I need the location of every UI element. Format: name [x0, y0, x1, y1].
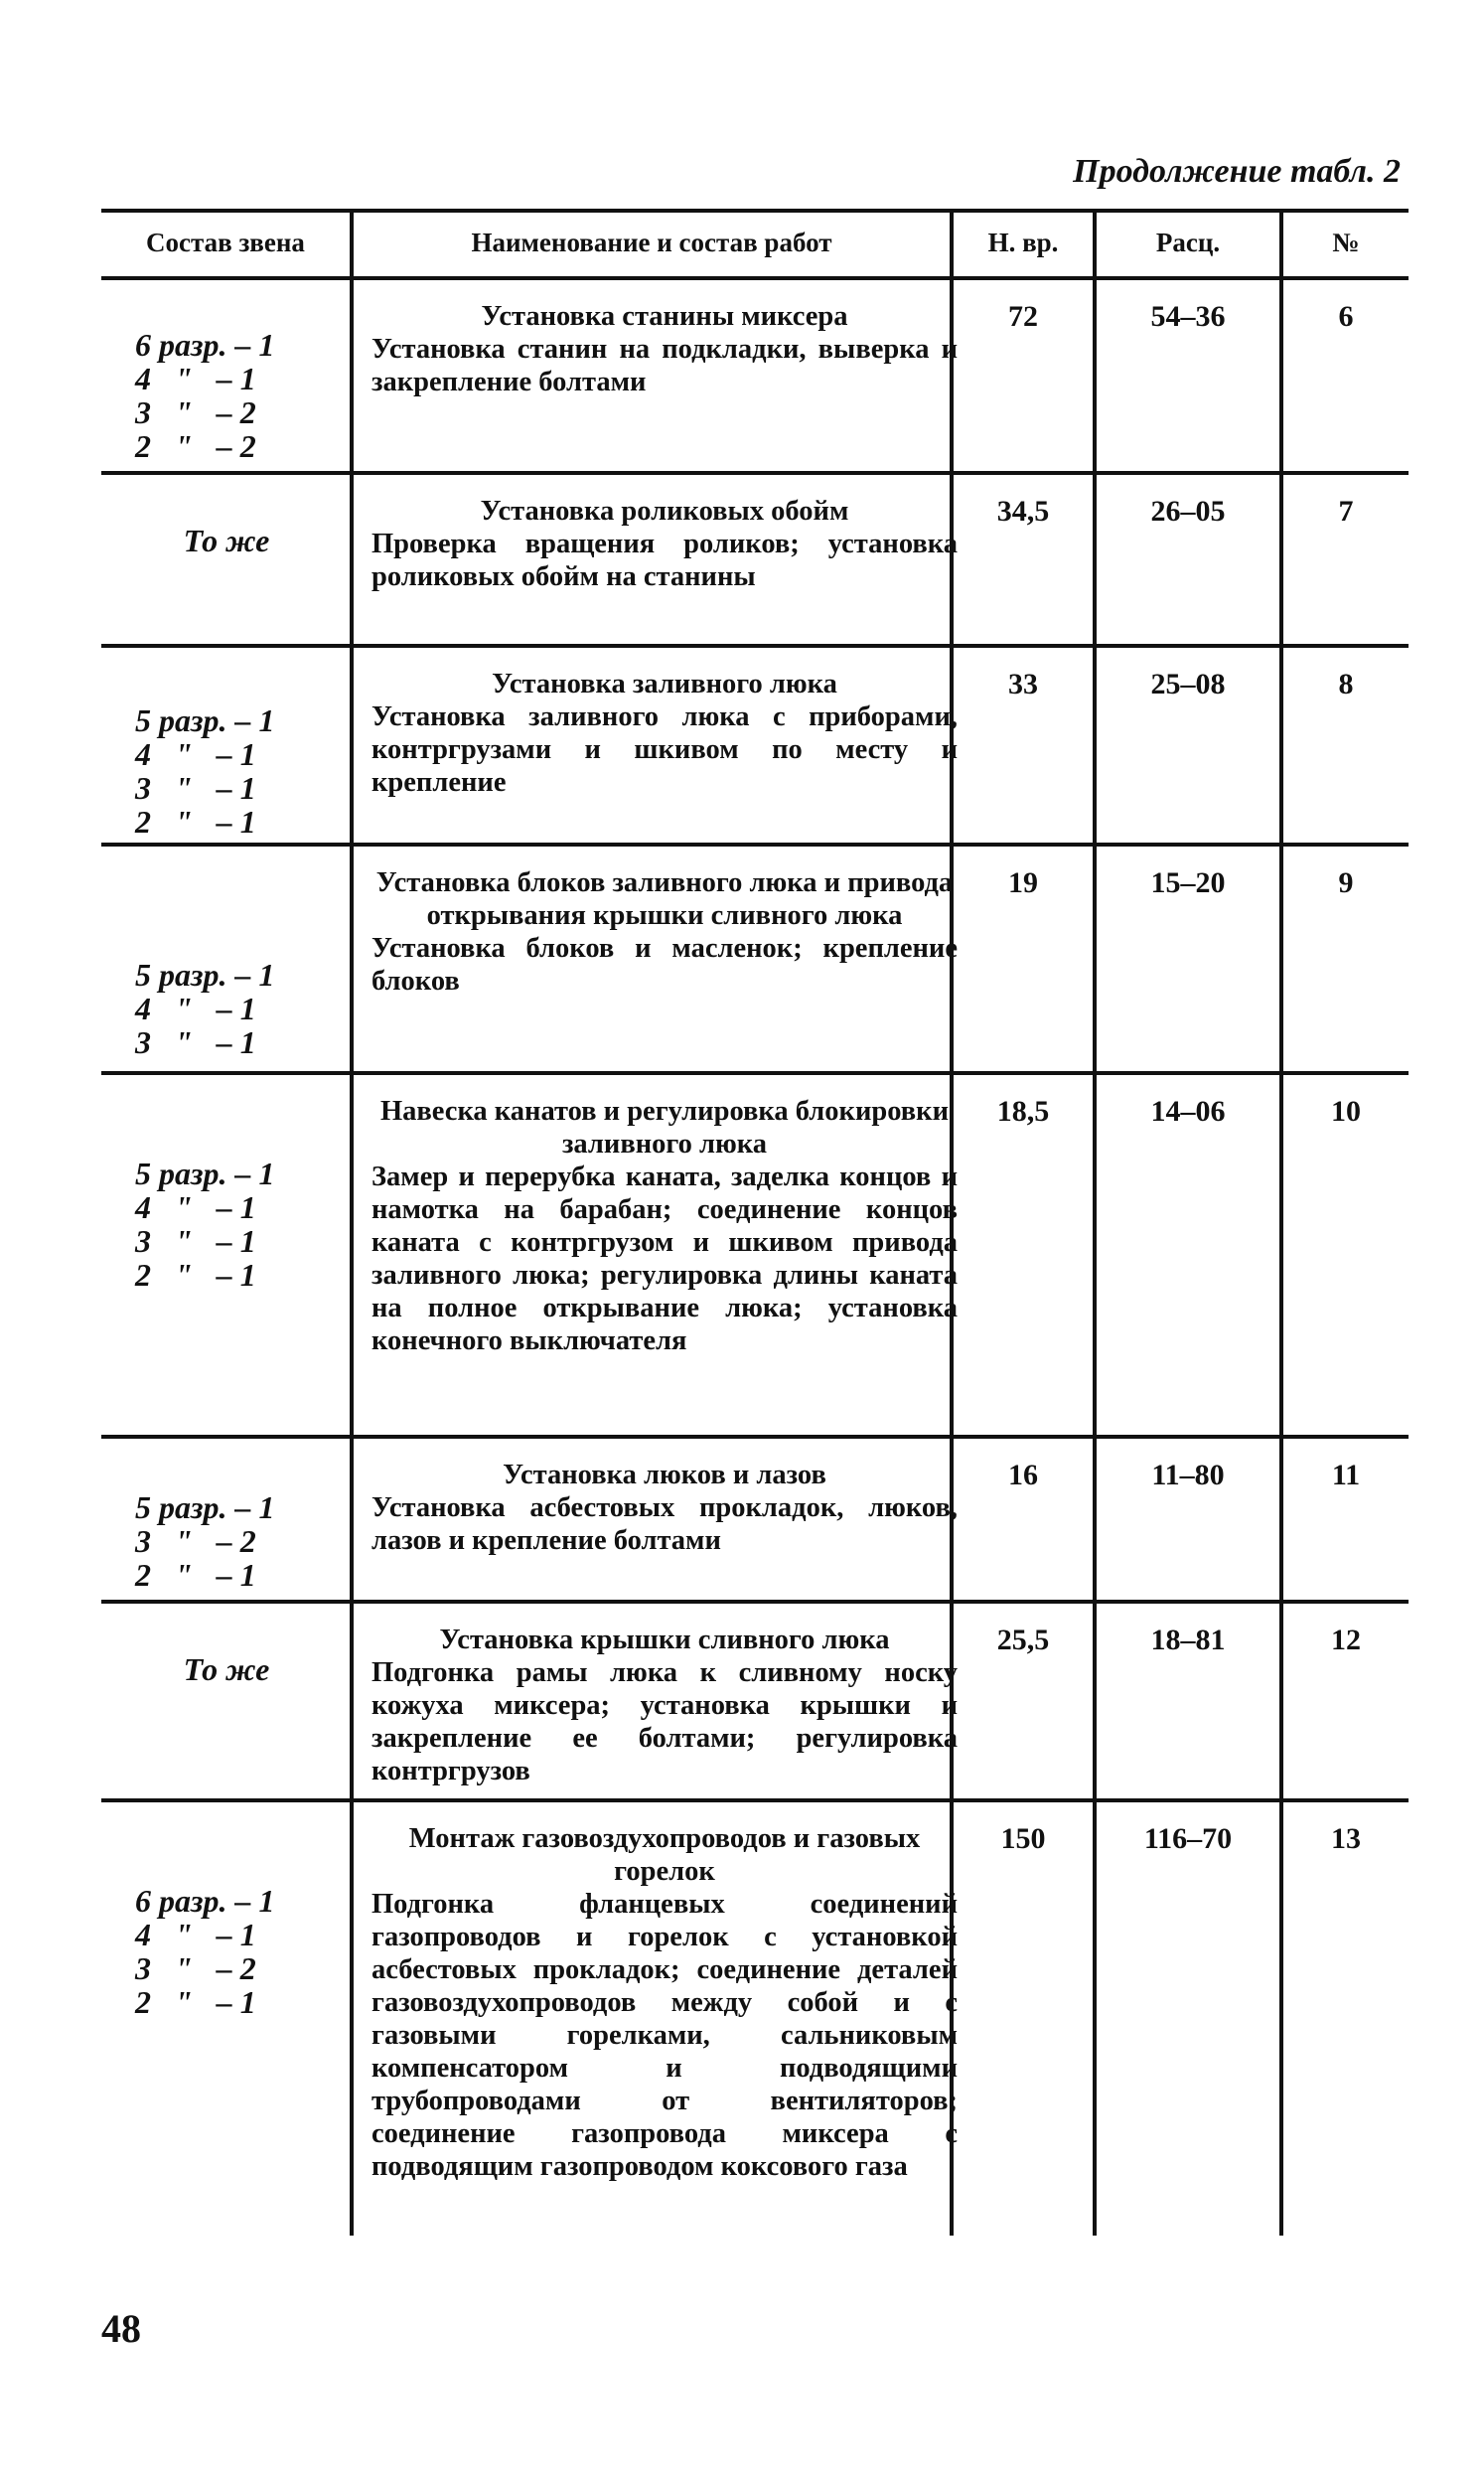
work-cell: [371, 1459, 958, 1557]
work-title: Навеска канатов и регулировка блокировки заливного люка: [379, 1096, 949, 1160]
crew-line: 3 " – 2: [135, 394, 256, 430]
number-cell: 8: [1338, 668, 1354, 700]
number-cell: 6: [1338, 300, 1354, 333]
work-title: Установка заливного люка: [492, 669, 837, 699]
crew-line: 4 " – 1: [135, 736, 256, 772]
crew-cell: [135, 1884, 274, 2019]
work-cell: [371, 300, 958, 398]
header-norm: Н. вр.: [987, 227, 1059, 257]
header-work: Наименование и состав работ: [471, 227, 832, 257]
norm-cell: 19: [1008, 866, 1038, 899]
number-cell: 9: [1338, 866, 1354, 899]
crew-cell: [135, 1157, 274, 1292]
work-description: Установка заливного люка с приборами, контргрузами и шкивом по месту и крепление: [371, 701, 958, 798]
norm-cell: 34,5: [996, 495, 1050, 528]
work-title: Установка станины миксера: [481, 301, 848, 332]
number-cell: 10: [1331, 1095, 1361, 1128]
number-cell: 12: [1331, 1624, 1361, 1656]
rate-cell: 54–36: [1150, 300, 1226, 333]
crew-line: 6 разр. – 1: [135, 1883, 275, 1919]
rate-cell: 26–05: [1150, 495, 1226, 528]
crew-line: 4 " – 1: [135, 1189, 256, 1225]
work-title: Установка люков и лазов: [503, 1460, 826, 1490]
crew-same-cell: То же: [183, 523, 270, 558]
crew-line: 5 разр. – 1: [135, 1156, 275, 1191]
work-description: Подгонка рамы люка к сливному носку кожуха миксера; установка крышки и закрепление ее болтами; регулировка контргрузов: [371, 1657, 958, 1786]
rate-cell: 11–80: [1151, 1459, 1225, 1491]
crew-same-cell: То же: [183, 1651, 270, 1687]
norm-cell: 16: [1008, 1459, 1038, 1491]
table-caption: Продолжение табл. 2: [1073, 153, 1401, 190]
crew-line: 3 " – 1: [135, 770, 256, 806]
crew-cell: [135, 703, 274, 839]
rate-cell: 15–20: [1150, 866, 1226, 899]
table-row: [101, 280, 1409, 471]
crew-line: 3 " – 1: [135, 1223, 256, 1259]
page-number: 48: [101, 2306, 141, 2351]
work-title: Установка блоков заливного люка и привода открывания крышки сливного люка: [375, 867, 954, 931]
table-row: [101, 1439, 1409, 1600]
work-title: Установка роликовых обойм: [480, 496, 849, 527]
norm-cell: 18,5: [996, 1095, 1050, 1128]
table-row: [101, 1075, 1409, 1435]
rate-cell: 25–08: [1150, 668, 1226, 700]
crew-line: 4 " – 1: [135, 361, 256, 396]
crew-line: 5 разр. – 1: [135, 1489, 275, 1525]
crew-line: 4 " – 1: [135, 1917, 256, 1952]
crew-line: 4 " – 1: [135, 991, 256, 1026]
work-cell: [371, 1095, 958, 1357]
crew-line: 3 " – 1: [135, 1024, 256, 1060]
number-cell: 7: [1338, 495, 1354, 528]
crew-line: 2 " – 1: [135, 804, 256, 840]
table-row: [101, 1604, 1409, 1798]
crew-cell: [135, 958, 274, 1059]
work-title: Монтаж газовоздухопроводов и газовых горелок: [408, 1823, 921, 1887]
work-description: Замер и перерубка каната, заделка концов и намотка на барабан; соединение концов каната с контргрузом и шкивом привода заливного люка; регулировка длины каната на полное открывание люка; установка конечного выключателя: [371, 1162, 958, 1356]
norm-cell: 72: [1008, 300, 1038, 333]
norm-cell: 150: [1000, 1822, 1046, 1855]
work-cell: [371, 1822, 958, 2183]
table-row: [101, 1802, 1409, 2236]
table-row: [101, 475, 1409, 644]
work-cell: [371, 1624, 958, 1787]
crew-line: 2 " – 2: [135, 428, 256, 464]
rate-cell: 14–06: [1150, 1095, 1226, 1128]
number-cell: 13: [1331, 1822, 1361, 1855]
work-description: Установка блоков и масленок; крепление блоков: [371, 933, 958, 997]
crew-line: 2 " – 1: [135, 1557, 256, 1593]
crew-line: 3 " – 2: [135, 1950, 256, 1986]
work-cell: [371, 866, 958, 998]
header-crew: Состав звена: [146, 227, 305, 257]
work-description: Проверка вращения роликов; установка роликовых обойм на станины: [371, 529, 958, 592]
crew-cell: [135, 328, 274, 463]
crew-line: 2 " – 1: [135, 1984, 256, 2020]
work-cell: [371, 495, 958, 593]
work-description: Подгонка фланцевых соединений газопроводов и горелок с установкой асбестовых прокладок; соединение деталей газовоздухопроводов между собой и с газовыми горелками, сальниковым компенсатором и подводящими трубопроводами от вентиляторов; соединение газопровода миксера с подводящим газопроводом коксового газа: [371, 1889, 958, 2182]
header-no: №: [1332, 227, 1360, 257]
work-cell: [371, 668, 958, 799]
crew-line: 2 " – 1: [135, 1257, 256, 1293]
table-row: [101, 847, 1409, 1071]
work-description: Установка станин на подкладки, выверка и закрепление болтами: [371, 334, 958, 397]
crew-line: 5 разр. – 1: [135, 957, 275, 993]
crew-line: 3 " – 2: [135, 1523, 256, 1559]
crew-cell: [135, 1490, 274, 1592]
work-description: Установка асбестовых прокладок, люков, лазов и крепление болтами: [371, 1492, 958, 1556]
work-title: Установка крышки сливного люка: [439, 1625, 890, 1655]
crew-line: 5 разр. – 1: [135, 702, 275, 738]
rate-cell: 18–81: [1150, 1624, 1226, 1656]
crew-line: 6 разр. – 1: [135, 327, 275, 363]
header-rate: Расц.: [1155, 227, 1221, 257]
norm-cell: 33: [1008, 668, 1038, 700]
rate-cell: 116–70: [1143, 1822, 1233, 1855]
table-row: [101, 648, 1409, 843]
norm-cell: 25,5: [996, 1624, 1050, 1656]
number-cell: 11: [1331, 1459, 1361, 1491]
